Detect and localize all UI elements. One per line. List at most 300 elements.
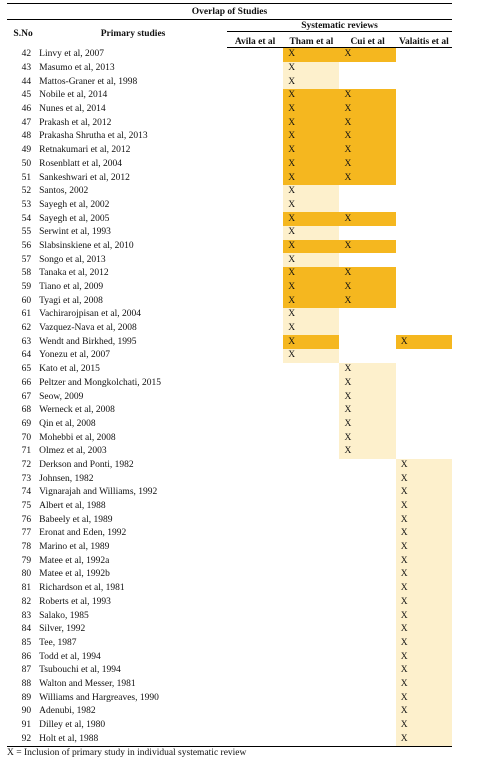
inclusion-cell-cui: X bbox=[339, 116, 395, 130]
primary-study-name: Williams and Hargreaves, 1990 bbox=[39, 692, 159, 703]
inclusion-cell-cui bbox=[339, 459, 395, 473]
row-number: 43 bbox=[21, 63, 32, 74]
inclusion-cell-avila bbox=[227, 185, 283, 199]
inclusion-cell-valaitis: X bbox=[396, 500, 452, 514]
primary-study-name: Derkson and Ponti, 1982 bbox=[39, 459, 134, 470]
inclusion-cell-avila bbox=[227, 664, 283, 678]
inclusion-cell-tham bbox=[283, 678, 339, 692]
table-row bbox=[7, 185, 452, 199]
table-body bbox=[7, 48, 452, 747]
row-number: 63 bbox=[21, 336, 32, 347]
inclusion-cell-valaitis: X bbox=[396, 637, 452, 651]
inclusion-cell-avila bbox=[227, 445, 283, 459]
inclusion-cell-tham: X bbox=[283, 253, 339, 267]
inclusion-cell-cui: X bbox=[339, 294, 395, 308]
inclusion-cell-cui: X bbox=[339, 267, 395, 281]
inclusion-cell-cui bbox=[339, 623, 395, 637]
inclusion-cell-cui bbox=[339, 705, 395, 719]
inclusion-cell-avila bbox=[227, 308, 283, 322]
table-row bbox=[7, 664, 452, 678]
table-row bbox=[7, 294, 452, 308]
row-number: 55 bbox=[21, 227, 32, 238]
primary-study-name: Sankeshwari et al, 2012 bbox=[39, 172, 130, 183]
table-row bbox=[7, 267, 452, 281]
review-header-tham: Tham et al bbox=[283, 32, 339, 48]
inclusion-cell-valaitis bbox=[396, 308, 452, 322]
inclusion-cell-valaitis: X bbox=[396, 691, 452, 705]
inclusion-cell-cui bbox=[339, 486, 395, 500]
row-number: 75 bbox=[21, 501, 32, 512]
inclusion-cell-valaitis: X bbox=[396, 650, 452, 664]
primary-study-name: Vachirarojpisan et al, 2004 bbox=[39, 309, 141, 320]
inclusion-cell-valaitis: X bbox=[396, 527, 452, 541]
primary-study-name: Roberts et al, 1993 bbox=[39, 596, 111, 607]
inclusion-cell-valaitis bbox=[396, 363, 452, 377]
row-number: 92 bbox=[7, 732, 39, 746]
inclusion-cell-valaitis bbox=[396, 390, 452, 404]
review-header-avila: Avila et al bbox=[227, 32, 283, 48]
inclusion-cell-tham: X bbox=[283, 185, 339, 199]
inclusion-cell-tham: X bbox=[283, 212, 339, 226]
primary-study-name: Silver, 1992 bbox=[39, 624, 86, 635]
row-number: 84 bbox=[21, 624, 32, 635]
row-number: 74 bbox=[21, 487, 32, 498]
primary-study-name: Seow, 2009 bbox=[39, 391, 84, 402]
review-header-cui: Cui et al bbox=[339, 32, 395, 48]
row-number: 82 bbox=[21, 596, 32, 607]
table-row bbox=[7, 554, 452, 568]
primary-studies-header: Primary studies bbox=[100, 28, 166, 39]
table-row bbox=[7, 486, 452, 500]
inclusion-cell-avila bbox=[227, 390, 283, 404]
primary-study-name: Slabsinskiene et al, 2010 bbox=[39, 240, 134, 251]
inclusion-cell-cui bbox=[339, 609, 395, 623]
primary-study-name: Songo et al, 2013 bbox=[39, 254, 106, 265]
table-row bbox=[7, 89, 452, 103]
row-number: 57 bbox=[21, 254, 32, 265]
table-row bbox=[7, 75, 452, 89]
inclusion-cell-tham bbox=[283, 363, 339, 377]
inclusion-cell-cui bbox=[339, 568, 395, 582]
inclusion-cell-cui bbox=[339, 541, 395, 555]
inclusion-cell-cui bbox=[339, 678, 395, 692]
inclusion-cell-tham: X bbox=[283, 281, 339, 295]
table-row bbox=[7, 596, 452, 610]
inclusion-cell-tham: X bbox=[283, 89, 339, 103]
inclusion-cell-tham: X bbox=[283, 158, 339, 172]
inclusion-cell-cui bbox=[339, 719, 395, 733]
inclusion-cell-valaitis bbox=[396, 62, 452, 76]
table-row bbox=[7, 349, 452, 363]
inclusion-cell-tham: X bbox=[283, 62, 339, 76]
table-row bbox=[7, 281, 452, 295]
inclusion-cell-avila bbox=[227, 48, 283, 62]
inclusion-cell-tham bbox=[283, 582, 339, 596]
inclusion-cell-tham bbox=[283, 513, 339, 527]
inclusion-cell-cui bbox=[339, 199, 395, 213]
inclusion-cell-valaitis bbox=[396, 445, 452, 459]
table-row bbox=[7, 253, 452, 267]
inclusion-cell-cui bbox=[339, 582, 395, 596]
inclusion-cell-tham bbox=[283, 445, 339, 459]
inclusion-cell-tham bbox=[283, 527, 339, 541]
row-number: 76 bbox=[21, 514, 32, 525]
inclusion-cell-avila bbox=[227, 719, 283, 733]
primary-study-name: Santos, 2002 bbox=[39, 186, 89, 197]
inclusion-cell-tham bbox=[283, 691, 339, 705]
inclusion-cell-tham bbox=[283, 719, 339, 733]
inclusion-cell-avila bbox=[227, 486, 283, 500]
inclusion-cell-avila bbox=[227, 459, 283, 473]
inclusion-cell-valaitis: X bbox=[396, 732, 452, 746]
inclusion-cell-tham: X bbox=[283, 103, 339, 117]
inclusion-cell-cui: X bbox=[339, 89, 395, 103]
inclusion-cell-tham bbox=[283, 664, 339, 678]
inclusion-cell-tham: X bbox=[283, 199, 339, 213]
inclusion-cell-avila bbox=[227, 623, 283, 637]
inclusion-cell-valaitis bbox=[396, 103, 452, 117]
inclusion-cell-tham: X bbox=[283, 267, 339, 281]
overlap-table bbox=[7, 3, 452, 747]
table-row bbox=[7, 513, 452, 527]
table-title: Overlap of Studies bbox=[7, 4, 452, 20]
inclusion-cell-tham bbox=[283, 472, 339, 486]
table-row bbox=[7, 103, 452, 117]
table-row bbox=[7, 171, 452, 185]
table-row bbox=[7, 691, 452, 705]
row-number: 64 bbox=[21, 350, 32, 361]
row-number: 71 bbox=[21, 446, 32, 457]
table-row bbox=[7, 62, 452, 76]
primary-study-name: Eronat and Eden, 1992 bbox=[39, 528, 127, 539]
inclusion-cell-cui: X bbox=[339, 48, 395, 62]
inclusion-cell-tham bbox=[283, 404, 339, 418]
primary-study-name: Mohebbi et al, 2008 bbox=[39, 432, 116, 443]
inclusion-cell-tham: X bbox=[283, 240, 339, 254]
inclusion-cell-valaitis bbox=[396, 240, 452, 254]
inclusion-cell-cui bbox=[339, 472, 395, 486]
row-number: 56 bbox=[21, 240, 32, 251]
inclusion-cell-valaitis bbox=[396, 171, 452, 185]
inclusion-cell-avila bbox=[227, 554, 283, 568]
table-row bbox=[7, 130, 452, 144]
sno-header: S.No bbox=[13, 28, 33, 39]
inclusion-cell-tham: X bbox=[283, 335, 339, 349]
row-number: 81 bbox=[21, 583, 32, 594]
row-number: 52 bbox=[21, 186, 32, 197]
table-row bbox=[7, 582, 452, 596]
inclusion-cell-valaitis: X bbox=[396, 513, 452, 527]
inclusion-cell-valaitis bbox=[396, 89, 452, 103]
primary-study-name: Walton and Messer, 1981 bbox=[39, 678, 136, 689]
inclusion-cell-avila bbox=[227, 75, 283, 89]
inclusion-cell-tham bbox=[283, 637, 339, 651]
inclusion-cell-avila bbox=[227, 650, 283, 664]
inclusion-cell-cui bbox=[339, 226, 395, 240]
row-number: 80 bbox=[21, 569, 32, 580]
table-row bbox=[7, 609, 452, 623]
row-number: 65 bbox=[21, 364, 32, 375]
inclusion-cell-tham bbox=[283, 732, 339, 746]
inclusion-cell-avila bbox=[227, 582, 283, 596]
inclusion-cell-cui: X bbox=[339, 130, 395, 144]
primary-study-name: Masumo et al, 2013 bbox=[39, 63, 115, 74]
inclusion-cell-tham: X bbox=[283, 144, 339, 158]
inclusion-cell-tham: X bbox=[283, 130, 339, 144]
inclusion-cell-avila bbox=[227, 513, 283, 527]
primary-study-name: Serwint et al, 1993 bbox=[39, 227, 111, 238]
inclusion-cell-cui bbox=[339, 62, 395, 76]
inclusion-cell-tham bbox=[283, 568, 339, 582]
inclusion-cell-avila bbox=[227, 103, 283, 117]
inclusion-cell-cui bbox=[339, 554, 395, 568]
table-row bbox=[7, 719, 452, 733]
inclusion-cell-valaitis: X bbox=[396, 664, 452, 678]
inclusion-cell-valaitis bbox=[396, 418, 452, 432]
inclusion-cell-cui: X bbox=[339, 103, 395, 117]
row-number: 91 bbox=[21, 720, 32, 731]
row-number: 59 bbox=[21, 282, 32, 293]
inclusion-cell-avila bbox=[227, 294, 283, 308]
inclusion-cell-valaitis: X bbox=[396, 596, 452, 610]
inclusion-cell-valaitis: X bbox=[396, 568, 452, 582]
inclusion-cell-cui: X bbox=[339, 144, 395, 158]
row-number: 73 bbox=[21, 473, 32, 484]
inclusion-cell-avila bbox=[227, 144, 283, 158]
inclusion-cell-valaitis bbox=[396, 267, 452, 281]
inclusion-cell-cui: X bbox=[339, 281, 395, 295]
inclusion-cell-cui bbox=[339, 185, 395, 199]
inclusion-cell-tham bbox=[283, 623, 339, 637]
row-number: 78 bbox=[21, 542, 32, 553]
inclusion-cell-valaitis bbox=[396, 116, 452, 130]
inclusion-cell-valaitis: X bbox=[396, 335, 452, 349]
inclusion-cell-valaitis bbox=[396, 431, 452, 445]
inclusion-cell-avila bbox=[227, 240, 283, 254]
inclusion-cell-tham bbox=[283, 541, 339, 555]
inclusion-cell-cui bbox=[339, 308, 395, 322]
inclusion-cell-valaitis: X bbox=[396, 541, 452, 555]
primary-study-name: Werneck et al, 2008 bbox=[39, 405, 115, 416]
inclusion-cell-valaitis: X bbox=[396, 554, 452, 568]
inclusion-cell-cui: X bbox=[339, 212, 395, 226]
inclusion-cell-cui bbox=[339, 335, 395, 349]
primary-study-name: Johnsen, 1982 bbox=[39, 473, 94, 484]
inclusion-cell-cui bbox=[339, 253, 395, 267]
inclusion-cell-valaitis: X bbox=[396, 472, 452, 486]
inclusion-cell-avila bbox=[227, 116, 283, 130]
inclusion-cell-tham bbox=[283, 596, 339, 610]
inclusion-cell-avila bbox=[227, 596, 283, 610]
table-row bbox=[7, 322, 452, 336]
primary-study-name: Prakasha Shrutha et al, 2013 bbox=[39, 131, 148, 142]
table-row bbox=[7, 377, 452, 391]
inclusion-cell-valaitis bbox=[396, 212, 452, 226]
primary-study-name: Marino et al, 1989 bbox=[39, 542, 110, 553]
primary-study-name: Sayegh et al, 2005 bbox=[39, 213, 110, 224]
row-number: 50 bbox=[21, 158, 32, 169]
inclusion-cell-tham bbox=[283, 705, 339, 719]
table-row bbox=[7, 199, 452, 213]
inclusion-cell-cui bbox=[339, 349, 395, 363]
inclusion-cell-valaitis: X bbox=[396, 705, 452, 719]
table-row bbox=[7, 226, 452, 240]
table-row bbox=[7, 568, 452, 582]
inclusion-cell-avila bbox=[227, 418, 283, 432]
inclusion-cell-tham: X bbox=[283, 116, 339, 130]
inclusion-cell-cui: X bbox=[339, 445, 395, 459]
inclusion-cell-valaitis bbox=[396, 377, 452, 391]
inclusion-cell-valaitis bbox=[396, 281, 452, 295]
inclusion-cell-avila bbox=[227, 678, 283, 692]
inclusion-cell-valaitis bbox=[396, 48, 452, 62]
row-number: 69 bbox=[21, 418, 32, 429]
row-number: 53 bbox=[21, 199, 32, 210]
inclusion-cell-cui bbox=[339, 75, 395, 89]
table-row bbox=[7, 48, 452, 62]
inclusion-cell-cui: X bbox=[339, 158, 395, 172]
primary-study-name: Dilley et al, 1980 bbox=[39, 720, 106, 731]
row-number: 45 bbox=[21, 90, 32, 101]
row-number: 86 bbox=[21, 651, 32, 662]
primary-study-name: Salako, 1985 bbox=[39, 610, 89, 621]
inclusion-cell-avila bbox=[227, 705, 283, 719]
row-number: 87 bbox=[21, 665, 32, 676]
inclusion-cell-avila bbox=[227, 568, 283, 582]
footnote: X = Inclusion of primary study in individual systematic review bbox=[7, 748, 247, 758]
inclusion-cell-valaitis: X bbox=[396, 486, 452, 500]
primary-study-name: Richardson et al, 1981 bbox=[39, 583, 125, 594]
inclusion-cell-cui bbox=[339, 664, 395, 678]
row-number: 67 bbox=[21, 391, 32, 402]
row-number: 46 bbox=[21, 104, 32, 115]
inclusion-cell-valaitis bbox=[396, 404, 452, 418]
primary-study-name: Tyagi et al, 2008 bbox=[39, 295, 103, 306]
inclusion-cell-avila bbox=[227, 377, 283, 391]
primary-study-name: Vignarajah and Williams, 1992 bbox=[39, 487, 158, 498]
table-row bbox=[7, 623, 452, 637]
table-row bbox=[7, 445, 452, 459]
inclusion-cell-cui: X bbox=[339, 171, 395, 185]
table-row bbox=[7, 418, 452, 432]
primary-study-name: Tsubouchi et al, 1994 bbox=[39, 665, 121, 676]
inclusion-cell-avila bbox=[227, 171, 283, 185]
inclusion-cell-valaitis: X bbox=[396, 609, 452, 623]
inclusion-cell-valaitis bbox=[396, 130, 452, 144]
inclusion-cell-avila bbox=[227, 431, 283, 445]
inclusion-cell-cui bbox=[339, 596, 395, 610]
inclusion-cell-tham bbox=[283, 418, 339, 432]
row-number: 62 bbox=[21, 323, 32, 334]
inclusion-cell-cui bbox=[339, 732, 395, 746]
inclusion-cell-avila bbox=[227, 212, 283, 226]
row-number: 60 bbox=[21, 295, 32, 306]
primary-study-name: Albert et al, 1988 bbox=[39, 501, 106, 512]
primary-study-name: Babeely et al, 1989 bbox=[39, 514, 113, 525]
row-number: 83 bbox=[21, 610, 32, 621]
primary-study-name: Tiano et al, 2009 bbox=[39, 282, 104, 293]
inclusion-cell-cui: X bbox=[339, 377, 395, 391]
inclusion-cell-tham bbox=[283, 500, 339, 514]
inclusion-cell-cui bbox=[339, 527, 395, 541]
row-number: 54 bbox=[21, 213, 32, 224]
table-row bbox=[7, 308, 452, 322]
inclusion-cell-tham bbox=[283, 609, 339, 623]
table-row bbox=[7, 240, 452, 254]
inclusion-cell-valaitis bbox=[396, 253, 452, 267]
row-number: 58 bbox=[21, 268, 32, 279]
primary-study-name: Wendt and Birkhed, 1995 bbox=[39, 336, 137, 347]
table-row bbox=[7, 705, 452, 719]
overlap-table-container bbox=[7, 3, 452, 758]
primary-study-name: Vazquez-Nava et al, 2008 bbox=[39, 323, 137, 334]
row-number: 61 bbox=[21, 309, 32, 320]
inclusion-cell-valaitis bbox=[396, 322, 452, 336]
table-row bbox=[7, 732, 452, 746]
inclusion-cell-tham: X bbox=[283, 48, 339, 62]
inclusion-cell-tham: X bbox=[283, 308, 339, 322]
row-number: 70 bbox=[21, 432, 32, 443]
row-number: 85 bbox=[21, 637, 32, 648]
inclusion-cell-tham bbox=[283, 377, 339, 391]
inclusion-cell-avila bbox=[227, 267, 283, 281]
inclusion-cell-avila bbox=[227, 472, 283, 486]
inclusion-cell-tham: X bbox=[283, 294, 339, 308]
table-row bbox=[7, 363, 452, 377]
inclusion-cell-avila bbox=[227, 527, 283, 541]
inclusion-cell-valaitis bbox=[396, 349, 452, 363]
inclusion-cell-cui: X bbox=[339, 418, 395, 432]
table-row bbox=[7, 116, 452, 130]
inclusion-cell-avila bbox=[227, 691, 283, 705]
inclusion-cell-cui bbox=[339, 637, 395, 651]
inclusion-cell-cui: X bbox=[339, 390, 395, 404]
inclusion-cell-cui bbox=[339, 650, 395, 664]
inclusion-cell-valaitis bbox=[396, 185, 452, 199]
inclusion-cell-avila bbox=[227, 130, 283, 144]
inclusion-cell-valaitis bbox=[396, 144, 452, 158]
table-row bbox=[7, 431, 452, 445]
row-number: 88 bbox=[21, 678, 32, 689]
table-row bbox=[7, 212, 452, 226]
row-number: 72 bbox=[21, 459, 32, 470]
row-number: 89 bbox=[21, 692, 32, 703]
inclusion-cell-tham: X bbox=[283, 171, 339, 185]
inclusion-cell-cui bbox=[339, 322, 395, 336]
inclusion-cell-avila bbox=[227, 89, 283, 103]
primary-study-name: Peltzer and Mongkolchati, 2015 bbox=[39, 377, 162, 388]
row-number: 90 bbox=[21, 706, 32, 717]
row-number: 66 bbox=[21, 377, 32, 388]
table-row bbox=[7, 158, 452, 172]
primary-study-name: Adenubi, 1982 bbox=[39, 706, 96, 717]
primary-study-name: Nunes et al, 2014 bbox=[39, 104, 106, 115]
inclusion-cell-tham bbox=[283, 459, 339, 473]
primary-study-name: Tee, 1987 bbox=[39, 637, 77, 648]
inclusion-cell-avila bbox=[227, 62, 283, 76]
row-number: 48 bbox=[21, 131, 32, 142]
systematic-reviews-header: Systematic reviews bbox=[227, 20, 452, 32]
inclusion-cell-tham bbox=[283, 554, 339, 568]
inclusion-cell-avila bbox=[227, 253, 283, 267]
inclusion-cell-tham: X bbox=[283, 75, 339, 89]
inclusion-cell-valaitis: X bbox=[396, 459, 452, 473]
inclusion-cell-avila bbox=[227, 363, 283, 377]
inclusion-cell-avila bbox=[227, 322, 283, 336]
table-row bbox=[7, 541, 452, 555]
table-row bbox=[7, 637, 452, 651]
review-header-valaitis: Valaitis et al bbox=[396, 32, 452, 48]
